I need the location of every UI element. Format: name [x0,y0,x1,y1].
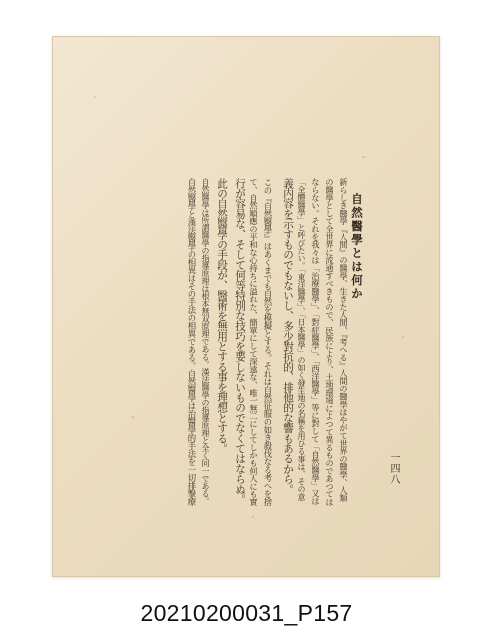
paper-speck [402,336,404,338]
paper-speck [252,516,254,518]
body-text [100,178,363,508]
paper-speck [362,156,365,158]
text-column: 此の自然醫學の手段が、醫術を無用とする事を理想とする。 [216,178,228,454]
text-column: この『自然醫學』はあくまでも自然を模擬とする。それは自然征服の如き殺伐なる考へを捨 [263,178,273,506]
text-column: 「全體醫學」と呼びたい。「東洋醫學」、「日本醫學」の如く發生地の名稱を用ひる事は、その意 [297,178,306,501]
text-column: て、自然順應の平和な心持ちに溢れた、簡單にして深遠な、唯一無二にしてしかも何人にも實 [249,178,259,506]
paper-speck [94,96,96,98]
chapter-title: 自然醫學とは何か [350,193,364,301]
text-column: ならない。それを我々は「治療醫學」、「對症醫學」、「西洋醫學」等に對して「自然醫學」又は [311,178,321,505]
text-column: 自然醫學と漢法醫學の相異はその手法の相異である。自然醫學は治醫學的手法を一切排撃療 [187,178,197,506]
text-column: 義内容を示すものでもないし、多少對抗的、排他的な響もあるから。 [282,178,294,495]
text-column: の醫學として全世界に流通すべきもので、民族により、土地環境によつて異るものであつては [325,178,335,506]
image-caption: 20210200031_P157 [140,600,353,626]
text-column: 行が容易な、そして何等特別な技巧を要しないものでなくてはならぬ。 [234,178,246,505]
page-number: 一四八 [388,452,399,485]
text-column: 自然醫學は所謂醫學の指導原理は根本無双原理である。漢法醫學の指導原理と全く同一である。 [201,178,210,505]
text-column: 新らしき醫學『人間』の醫學、生きた人間、『考へる』人間の醫學はやがて世界の醫學、人類 [339,178,349,502]
